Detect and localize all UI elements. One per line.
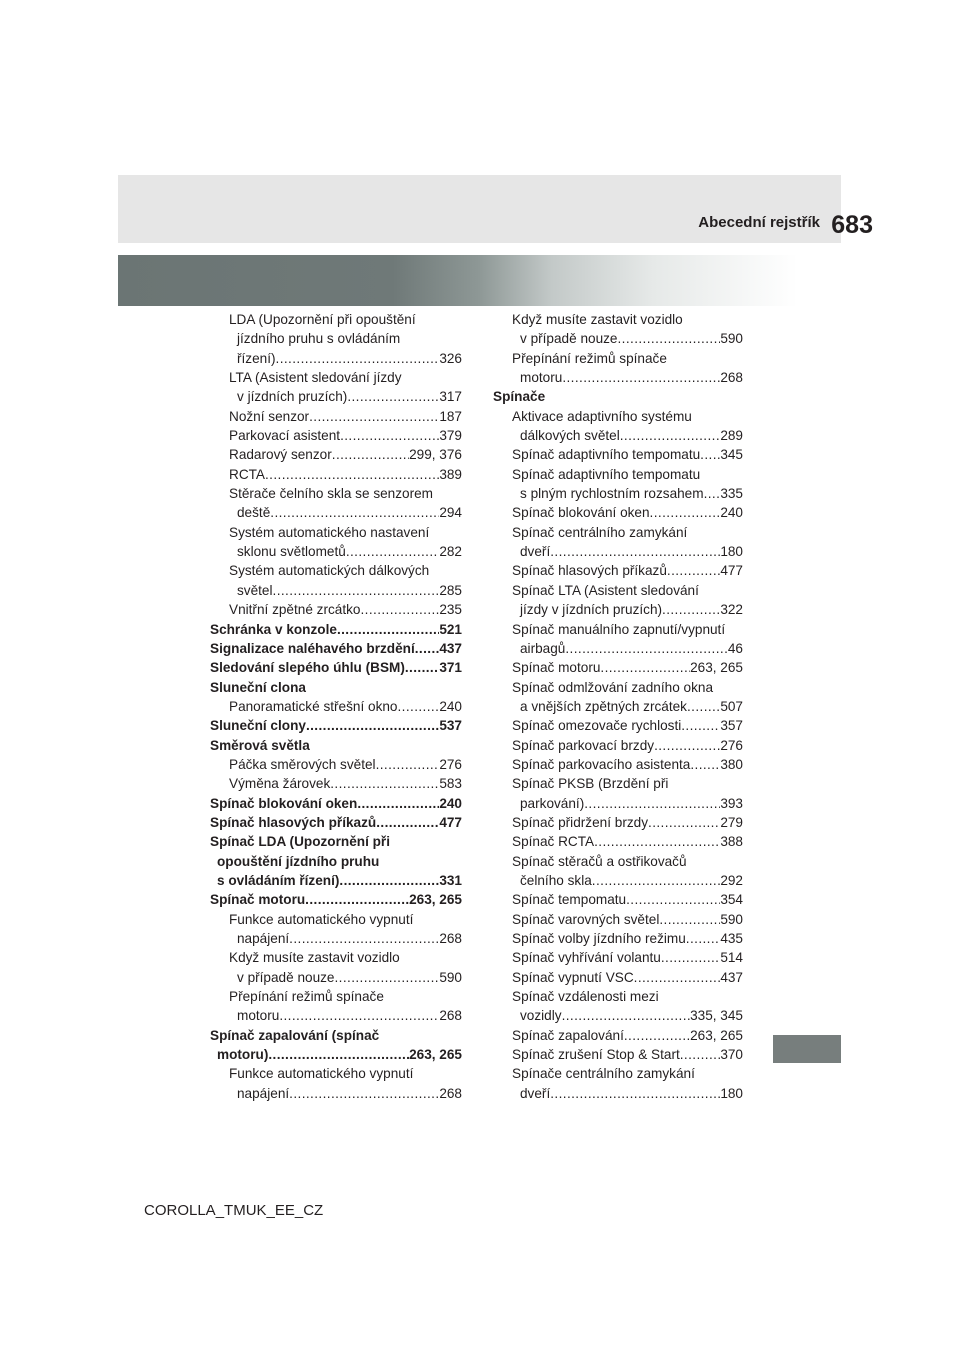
index-entry-page: 263, 265	[409, 892, 462, 908]
index-entry-text: Spínač hlasových příkazů	[210, 814, 377, 830]
index-entry	[493, 426, 743, 445]
index-entry-text: Spínač manuálního zapnutí/vypnutí	[512, 621, 726, 637]
index-entry	[210, 1084, 462, 1103]
index-entry	[210, 852, 462, 871]
dot-leader	[565, 639, 728, 658]
index-entry	[493, 813, 743, 832]
dot-leader	[339, 871, 439, 890]
index-entry-text: v případě nouze	[237, 969, 335, 985]
index-entry	[493, 1026, 743, 1045]
dot-leader	[618, 329, 721, 348]
index-entry-text: v případě nouze	[520, 331, 618, 347]
index-entry-text: Spínač vzdálenosti mezi	[512, 989, 659, 1005]
dot-leader	[357, 794, 439, 813]
index-entry-page: 379	[439, 428, 462, 444]
index-entry-text: Spínač tempomatu	[512, 892, 627, 908]
index-entry-text: Spínače	[493, 389, 546, 405]
index-entry-text: Spínač motoru	[512, 660, 601, 676]
index-entry-text: motoru	[520, 370, 563, 386]
index-entry-text: Směrová světla	[210, 737, 310, 753]
index-entry	[493, 968, 743, 987]
index-entry	[493, 910, 743, 929]
dot-leader	[276, 349, 440, 368]
dot-leader	[340, 426, 439, 445]
index-entry-text: parkování)	[520, 795, 585, 811]
index-entry-text: Funkce automatického vypnutí	[229, 911, 414, 927]
index-entry	[210, 910, 462, 929]
index-entry-page: 507	[720, 698, 743, 714]
index-entry-page: 294	[439, 505, 462, 521]
index-entry-text: LTA (Asistent sledování jízdy	[229, 370, 402, 386]
dot-leader	[268, 1045, 409, 1064]
index-entry	[210, 465, 462, 484]
dot-leader	[405, 658, 439, 677]
index-entry-text: Spínač volby jízdního režimu	[512, 931, 686, 946]
dot-leader	[346, 542, 440, 561]
index-entry	[210, 794, 462, 813]
index-entry	[210, 542, 462, 561]
index-entry	[493, 387, 743, 406]
index-entry-text: Sluneční clona	[210, 679, 306, 695]
index-entry	[493, 1084, 743, 1103]
index-entry-text: LDA (Upozornění při opouštění	[229, 312, 416, 327]
index-entry	[493, 445, 743, 464]
dot-leader	[700, 445, 720, 464]
index-entry-text: čelního skla	[520, 872, 592, 888]
index-entry-text: napájení	[237, 931, 290, 946]
index-entry-text: jízdního pruhu s ovládáním	[237, 331, 401, 347]
index-entry-page: 317	[439, 389, 462, 405]
dot-leader	[704, 484, 721, 503]
index-entry	[493, 561, 743, 580]
index-entry-text: Nožní senzor	[229, 408, 310, 424]
index-entry-text: Spínač omezovače rychlosti	[512, 718, 682, 734]
index-entry	[210, 620, 462, 639]
index-entry-text: sklonu světlometů	[237, 544, 346, 560]
index-entry-page: 437	[439, 640, 462, 656]
index-entry-text: s ovládáním řízení)	[217, 872, 340, 888]
index-entry	[210, 813, 462, 832]
index-entry-page: 180	[720, 544, 743, 560]
index-entry	[210, 755, 462, 774]
index-entry-page: 354	[720, 892, 743, 908]
index-entry-page: 477	[439, 814, 462, 830]
index-entry-text: vozidly	[520, 1008, 562, 1024]
index-entry-text: opouštění jízdního pruhu	[217, 853, 380, 869]
index-entry-text: Spínač blokování oken	[512, 505, 650, 521]
dot-leader	[335, 968, 440, 987]
index-entry-page: 292	[720, 872, 743, 888]
index-entry-page: 371	[439, 660, 462, 676]
index-entry-page: 583	[439, 776, 462, 792]
index-entry-page: 590	[439, 969, 462, 985]
index-entry-page: 380	[720, 756, 743, 772]
index-entry-page: 335, 345	[690, 1008, 743, 1024]
index-entry-text: Spínač varovných světel	[512, 911, 660, 927]
index-entry-text: Přepínání režimů spínače	[512, 350, 667, 366]
index-entry-text: Stěrače čelního skla se senzorem	[229, 486, 434, 502]
index-entry	[210, 716, 462, 735]
index-entry-page: 357	[720, 718, 743, 734]
index-entry	[493, 987, 743, 1006]
index-entry-page: 477	[720, 563, 743, 579]
index-entry	[493, 794, 743, 813]
index-entry	[210, 1064, 462, 1083]
dot-leader	[594, 832, 720, 851]
index-entry-page: 537	[439, 718, 462, 734]
dot-leader	[332, 445, 409, 464]
index-entry-text: Výměna žárovek	[229, 776, 331, 792]
index-entry	[493, 368, 743, 387]
index-entry	[493, 948, 743, 967]
index-entry	[210, 561, 462, 580]
index-entry	[210, 600, 462, 619]
index-entry-text: v jízdních pruzích)	[237, 389, 348, 405]
index-entry-text: jízdy v jízdních pruzích)	[520, 602, 663, 618]
index-entry	[493, 310, 743, 329]
index-entry-page: 46	[727, 640, 743, 656]
index-entry-text: Vnitřní zpětné zrcátko	[229, 602, 361, 618]
index-entry-text: dálkových světel	[520, 428, 620, 444]
index-entry	[210, 890, 462, 909]
index-entry-page: 180	[720, 1085, 743, 1101]
index-entry	[210, 581, 462, 600]
section-title: Abecední rejstřík	[698, 214, 820, 231]
dot-leader	[686, 929, 721, 948]
index-entry-page: 276	[720, 737, 743, 753]
index-entry-text: deště	[237, 505, 271, 521]
index-entry	[493, 832, 743, 851]
index-entry	[210, 329, 462, 348]
dot-leader	[415, 639, 440, 658]
index-entry-text: Když musíte zastavit vozidlo	[512, 312, 683, 327]
index-entry	[210, 484, 462, 503]
index-entry-text: Spínač adaptivního tempomatu	[512, 466, 701, 482]
index-entry	[210, 832, 462, 851]
index-entry-page: 590	[720, 911, 743, 927]
index-entry	[210, 426, 462, 445]
dot-leader	[662, 600, 720, 619]
dot-leader	[347, 387, 439, 406]
index-entry-page: 299, 376	[409, 447, 462, 463]
index-entry	[210, 349, 462, 368]
index-entry	[210, 310, 462, 329]
index-entry-page: 345	[720, 447, 743, 463]
index-column-right	[493, 310, 743, 1103]
index-entry-text: dveří	[520, 544, 551, 560]
index-entry	[210, 639, 462, 658]
index-entry-text: Spínač hlasových příkazů	[512, 563, 667, 579]
index-entry-page: 235	[439, 602, 462, 618]
index-entry-text: dveří	[520, 1085, 551, 1101]
dot-leader	[654, 736, 720, 755]
index-entry	[210, 503, 462, 522]
index-entry-page: 322	[720, 602, 743, 618]
dot-leader	[273, 581, 440, 600]
index-entry-text: RCTA	[229, 466, 265, 482]
index-entry	[493, 716, 743, 735]
index-entry	[210, 697, 462, 716]
dot-leader	[376, 755, 440, 774]
index-entry-text: motoru)	[217, 1047, 269, 1063]
dot-leader	[634, 968, 721, 987]
index-entry	[493, 581, 743, 600]
index-entry	[493, 639, 743, 658]
index-entry	[210, 407, 462, 426]
index-entry-text: Spínač odmlžování zadního okna	[512, 679, 714, 695]
index-entry-page: 393	[720, 795, 743, 811]
index-entry	[493, 349, 743, 368]
index-entry-text: řízení)	[237, 350, 276, 366]
dot-leader	[360, 600, 439, 619]
dot-leader	[681, 716, 720, 735]
index-entry-page: 282	[439, 544, 462, 560]
index-entry-text: Spínač RCTA	[512, 834, 595, 850]
index-entry-page: 240	[439, 698, 462, 714]
index-entry	[493, 1006, 743, 1025]
index-entry	[210, 523, 462, 542]
dot-leader	[279, 1006, 439, 1025]
index-entry	[210, 736, 462, 755]
index-entry-text: s plným rychlostním rozsahem	[520, 486, 704, 502]
index-entry-page: 268	[439, 1008, 462, 1024]
index-entry	[493, 1064, 743, 1083]
index-entry-page: 263, 265	[409, 1047, 462, 1063]
index-entry	[493, 329, 743, 348]
dot-leader	[650, 503, 721, 522]
index-entry-text: Aktivace adaptivního systému	[512, 408, 692, 424]
index-entry-text: Spínače centrálního zamykání	[512, 1066, 695, 1082]
index-entry-page: 289	[720, 428, 743, 444]
index-entry-text: Spínač LTA (Asistent sledování	[512, 582, 699, 598]
index-entry-text: Signalizace naléhavého brzdění	[210, 640, 415, 656]
dot-leader	[376, 813, 439, 832]
index-entry	[493, 736, 743, 755]
index-entry	[493, 1045, 743, 1064]
index-entry-page: 514	[720, 950, 743, 966]
dot-leader	[626, 890, 720, 909]
index-entry-page: 240	[720, 505, 743, 521]
index-entry-text: Radarový senzor	[229, 447, 332, 463]
document-code: COROLLA_TMUK_EE_CZ	[144, 1202, 324, 1219]
index-entry	[493, 542, 743, 561]
dot-leader	[398, 697, 440, 716]
index-entry-text: Spínač LDA (Upozornění při	[210, 834, 390, 850]
dot-leader	[337, 620, 439, 639]
index-entry	[210, 929, 462, 948]
dot-leader	[620, 426, 721, 445]
index-entry-text: Spínač stěračů a ostřikovačů	[512, 853, 687, 869]
index-entry-page: 331	[439, 872, 462, 888]
dot-leader	[330, 774, 439, 793]
index-entry-page: 285	[439, 582, 462, 598]
index-entry-page: 268	[439, 1085, 462, 1101]
index-entry-text: motoru	[237, 1008, 280, 1024]
index-entry-text: Schránka v konzole	[210, 621, 337, 637]
decorative-gradient-band	[118, 255, 841, 306]
dot-leader	[289, 929, 439, 948]
dot-leader	[584, 794, 720, 813]
dot-leader	[600, 658, 690, 677]
index-entry	[493, 620, 743, 639]
index-entry-text: Spínač adaptivního tempomatu	[512, 447, 701, 463]
index-entry-text: Spínač motoru	[210, 892, 306, 908]
dot-leader	[624, 1026, 690, 1045]
index-entry	[493, 774, 743, 793]
index-entry-text: Sluneční clony	[210, 718, 306, 734]
index-entry	[493, 890, 743, 909]
dot-leader	[265, 465, 439, 484]
index-entry	[210, 871, 462, 890]
dot-leader	[667, 561, 720, 580]
dot-leader	[690, 755, 720, 774]
index-entry-text: Páčka směrových světel	[229, 756, 376, 772]
index-entry-page: 590	[720, 331, 743, 347]
index-entry-text: Spínač přidržení brzdy	[512, 814, 649, 830]
index-entry	[210, 774, 462, 793]
header-band	[118, 175, 841, 243]
dot-leader	[270, 503, 439, 522]
index-entry	[210, 948, 462, 967]
index-entry-page: 389	[439, 466, 462, 482]
index-entry-text: Spínač zapalování (spínač	[210, 1027, 380, 1043]
index-entry	[210, 1006, 462, 1025]
index-entry-text: Systém automatických dálkových	[229, 563, 430, 579]
index-entry-text: Parkovací asistent	[229, 428, 341, 444]
dot-leader	[687, 697, 720, 716]
page-number: 683	[831, 211, 873, 239]
index-entry-page: 521	[439, 621, 462, 637]
index-entry	[210, 368, 462, 387]
dot-leader	[648, 813, 720, 832]
index-entry-text: Spínač centrálního zamykání	[512, 524, 688, 540]
dot-leader	[661, 948, 720, 967]
dot-leader	[550, 1084, 720, 1103]
index-entry	[493, 697, 743, 716]
index-entry	[210, 987, 462, 1006]
index-entry	[493, 407, 743, 426]
index-entry	[210, 445, 462, 464]
index-entry	[493, 929, 743, 948]
index-entry-page: 263, 265	[690, 1027, 743, 1043]
index-entry-text: a vnějších zpětných zrcátek	[520, 698, 687, 714]
index-entry-page: 335	[720, 486, 743, 502]
index-entry-text: Přepínání režimů spínače	[229, 989, 384, 1005]
dot-leader	[289, 1084, 439, 1103]
index-entry-page: 276	[439, 756, 462, 772]
index-entry	[210, 658, 462, 677]
index-entry-text: Panoramatické střešní okno	[229, 698, 398, 714]
index-entry	[493, 658, 743, 677]
index-entry-page: 263, 265	[690, 660, 743, 676]
index-entry	[210, 968, 462, 987]
index-entry-text: Funkce automatického vypnutí	[229, 1066, 414, 1082]
index-entry-page: 326	[439, 350, 462, 366]
index-entry	[493, 484, 743, 503]
dot-leader	[562, 368, 720, 387]
index-entry-text: Spínač zrušení Stop & Start	[512, 1047, 680, 1063]
index-entry	[210, 387, 462, 406]
index-entry-page: 268	[439, 931, 462, 946]
index-entry-text: Systém automatického nastavení	[229, 524, 430, 540]
dot-leader	[659, 910, 720, 929]
index-entry-text: Spínač vyhřívání volantu	[512, 950, 661, 966]
index-entry	[493, 678, 743, 697]
thumb-index-tab	[773, 1035, 841, 1063]
index-entry-text: Spínač parkovacího asistenta	[512, 756, 691, 772]
dot-leader	[305, 890, 409, 909]
index-entry-text: Spínač zapalování	[512, 1027, 624, 1043]
index-entry-page: 388	[720, 834, 743, 850]
index-entry	[493, 503, 743, 522]
index-entry-text: Spínač blokování oken	[210, 795, 358, 811]
dot-leader	[550, 542, 720, 561]
index-entry-page: 437	[720, 969, 743, 985]
index-entry	[493, 465, 743, 484]
index-entry-text: Spínač PKSB (Brzdění při	[512, 776, 669, 792]
index-entry-text: světel	[237, 582, 273, 598]
index-entry-text: airbagů	[520, 640, 566, 656]
index-entry-text: Sledování slepého úhlu (BSM)	[210, 660, 405, 676]
index-column-left	[210, 310, 462, 1103]
index-entry	[210, 1026, 462, 1045]
index-entry	[493, 600, 743, 619]
index-entry	[210, 1045, 462, 1064]
index-entry-page: 268	[720, 370, 743, 386]
dot-leader	[592, 871, 721, 890]
index-entry-page: 279	[720, 814, 743, 830]
index-entry-page: 435	[720, 931, 743, 946]
index-entry	[493, 852, 743, 871]
index-entry-page: 240	[439, 795, 462, 811]
index-entry-page: 187	[439, 408, 462, 424]
index-entry-text: napájení	[237, 1085, 290, 1101]
index-entry	[493, 871, 743, 890]
dot-leader	[680, 1045, 721, 1064]
index-entry-text: Spínač vypnutí VSC	[512, 969, 634, 985]
index-entry-page: 370	[720, 1047, 743, 1063]
index-entry	[493, 523, 743, 542]
index-entry	[210, 678, 462, 697]
index-entry	[493, 755, 743, 774]
index-entry-text: Když musíte zastavit vozidlo	[229, 950, 400, 966]
dot-leader	[309, 407, 439, 426]
index-entry-text: Spínač parkovací brzdy	[512, 737, 655, 753]
dot-leader	[306, 716, 439, 735]
dot-leader	[562, 1006, 691, 1025]
